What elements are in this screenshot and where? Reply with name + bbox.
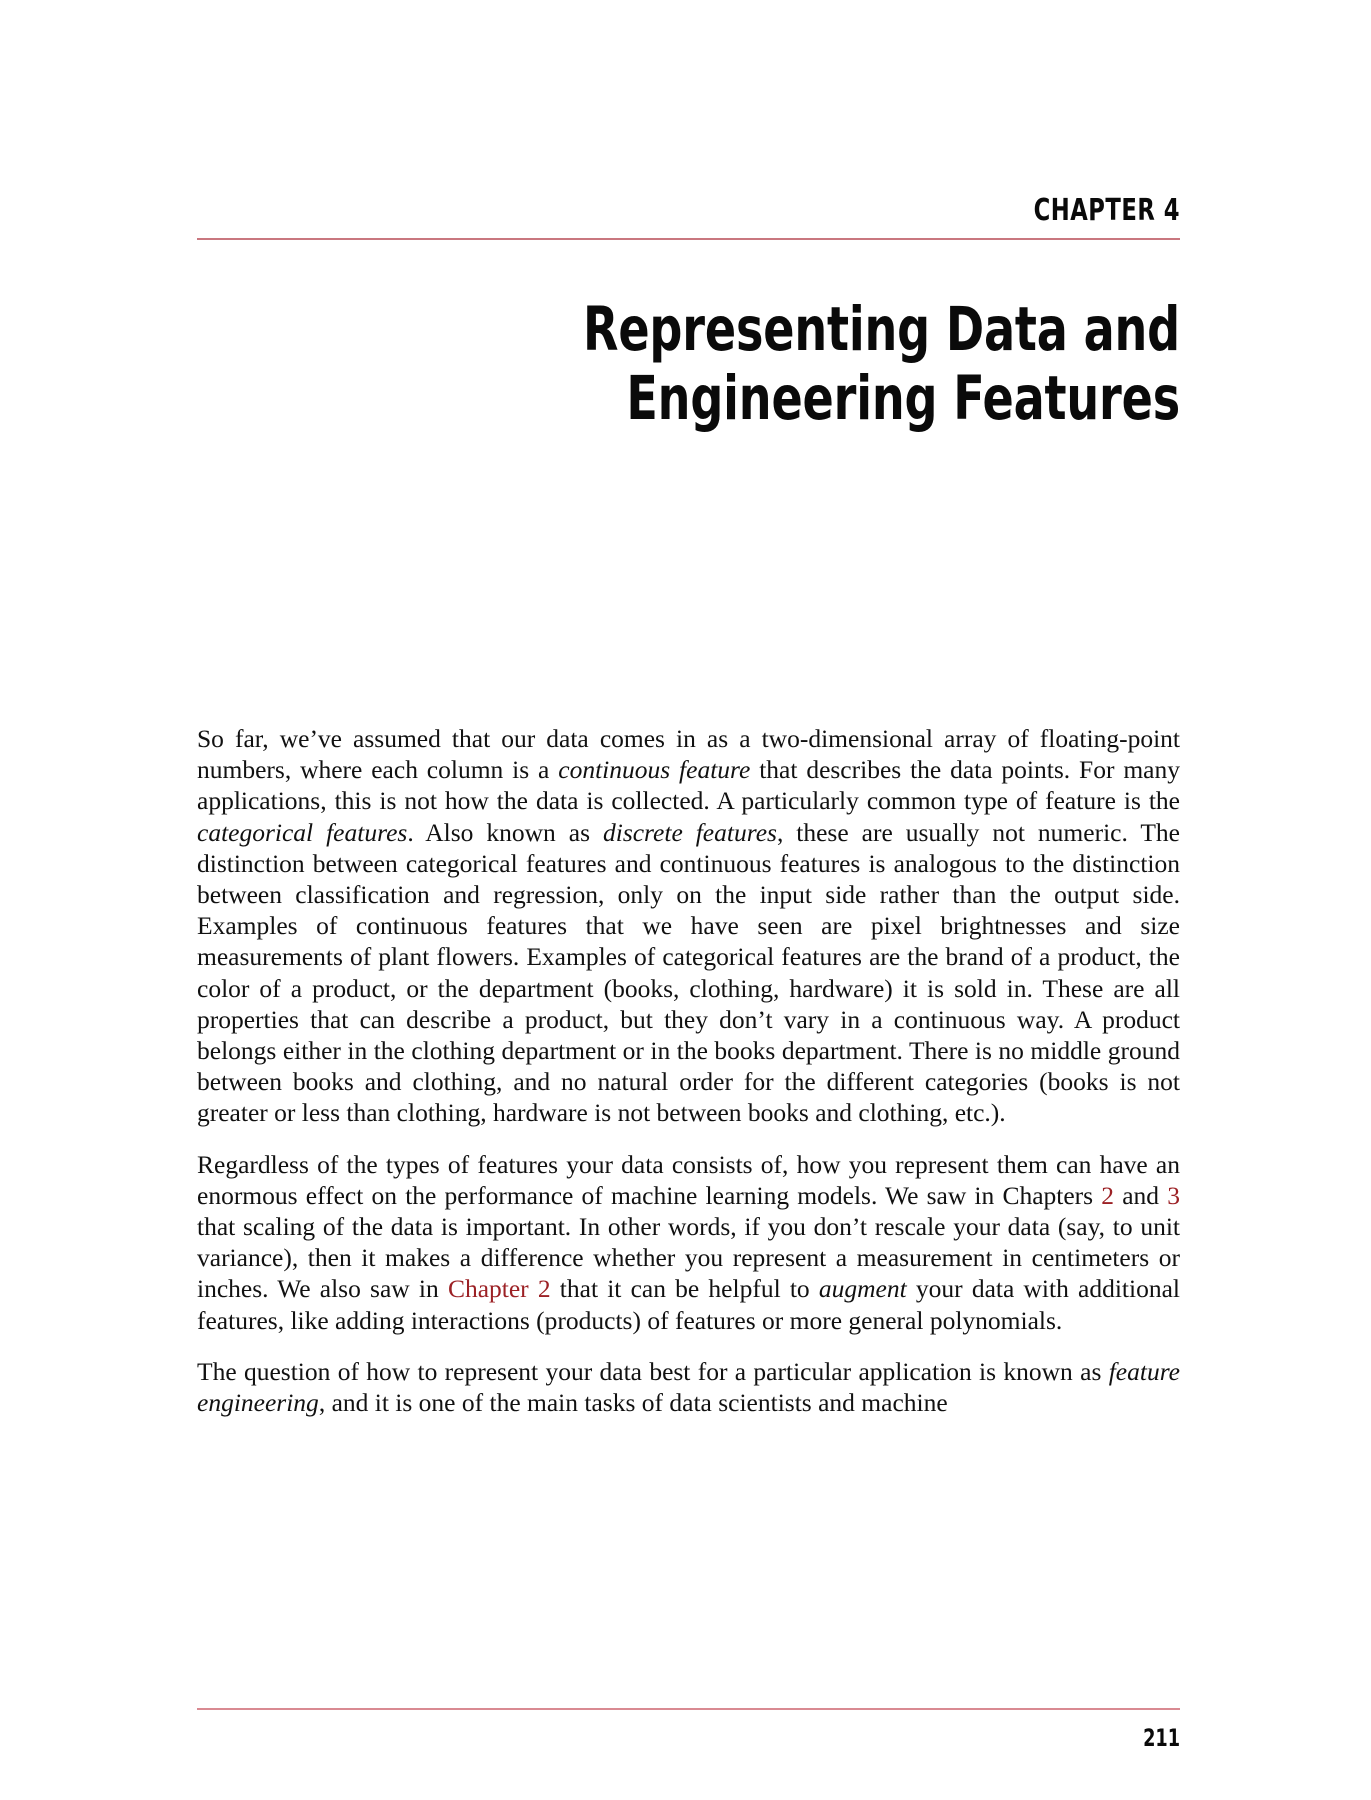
p2-seg-5: your data with additional features, like adding interactions (products) of features or more general polynomials. xyxy=(197,1274,1180,1335)
p1-seg-2: that describes the data points. For many applications, this is not how the data is collected. A particularly common type of feature is the xyxy=(197,755,1180,816)
header-rule xyxy=(197,238,1180,240)
chapter-eyebrow-label: CHAPTER 4 xyxy=(1033,193,1180,228)
paragraph-1 xyxy=(197,723,1180,1129)
p1-em-discrete-features: discrete features xyxy=(602,817,777,847)
footer-rule xyxy=(197,1708,1180,1710)
p3-seg-1: The question of how to represent your data best for a particular application is known as xyxy=(197,1356,1109,1386)
p3-em-feature-engineering: feature engineering xyxy=(197,1356,1180,1418)
p1-em-continuous-feature: continuous feature xyxy=(558,755,751,785)
p1-seg-1: So far, we’ve assumed that our data comes in as a two-dimensional array of floating-point numbers, where each column is a xyxy=(197,724,1180,785)
xref-chapter-2-full-link[interactable]: Chapter 2 xyxy=(447,1274,551,1304)
p2-seg-3: that scaling of the data is important. In other words, if you don’t rescale your data (say, to unit variance), then it makes a difference whether you represent a measurement in centimeters or inches. We also saw in xyxy=(197,1212,1180,1304)
xref-chapter-2-link[interactable]: 2 xyxy=(1101,1180,1115,1210)
p2-seg-4: that it can be helpful to xyxy=(550,1274,819,1304)
page-number-value: 211 xyxy=(1143,1724,1180,1752)
page-title-line-1: Representing Data and xyxy=(582,293,1180,365)
xref-chapter-3-link[interactable]: 3 xyxy=(1167,1180,1180,1210)
page-number xyxy=(197,1726,1180,1750)
p2-seg-2: and xyxy=(1114,1180,1168,1210)
paragraph-2 xyxy=(197,1149,1180,1336)
paragraph-3 xyxy=(197,1356,1180,1418)
page-title-line-2: Engineering Features xyxy=(626,363,1180,435)
p1-seg-3: . Also known as xyxy=(407,817,603,847)
p3-seg-2: , and it is one of the main tasks of data scientists and machine xyxy=(318,1388,948,1418)
chapter-header xyxy=(197,0,1180,475)
page-title xyxy=(197,281,1180,434)
p1-em-categorical-features: categorical features xyxy=(197,817,408,847)
p2-em-augment: augment xyxy=(818,1274,907,1304)
p1-seg-4: , these are usually not numeric. The distinction between categorical features and continuous features is analogous to the distinction between classification and regression, only on the input side rather than the output side. Examples of continuous features that we have seen are pixel brightnesses and size measurements of plant flowers. Examples of categorical features are the brand of a product, the color of a product, or the department (books, clothing, hardware) it is sold in. These are all properties that can describe a product, but they don’t vary in a continuous way. A product belongs either in the clothing department or in the books department. There is no middle ground between books and clothing, and no natural order for the different categories (books is not greater or less than clothing, hardware is not between books and clothing, etc.). xyxy=(197,817,1180,1128)
p2-seg-1: Regardless of the types of features your data consists of, how you represent them can have an enormous effect on the performance of machine learning models. We saw in Chapters xyxy=(197,1149,1180,1210)
body-text xyxy=(197,723,1180,1418)
